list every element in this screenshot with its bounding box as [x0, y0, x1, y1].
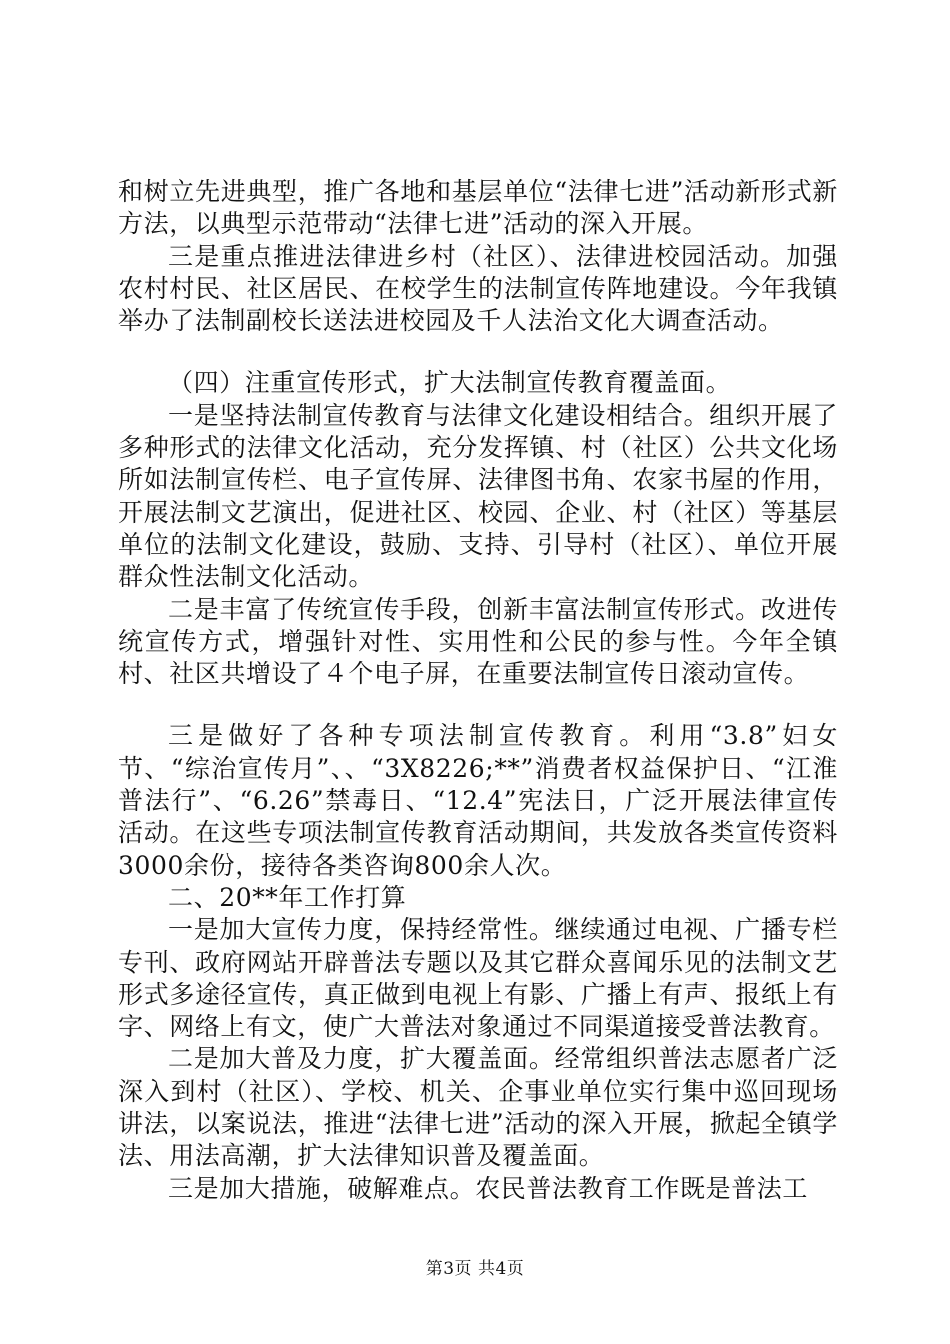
section-heading-work-plan: 二、20**年工作打算 [168, 882, 407, 912]
document-body [118, 176, 838, 1205]
paragraph-legal-culture: 一是坚持法制宣传教育与法律文化建设相结合。组织开展了多种形式的法律文化活动，充分发挥镇、村（社区）公共文化场所如法制宣传栏、电子宣传屏、法律图书角、农家书屋的作用，开展法制文艺演出，促进社区、校园、企业、村（社区）等基层单位的法制文化建设，鼓励、支持、引导村（社区）、单位开展群众性法制文化活动。 [118, 400, 838, 592]
paragraph-special-campaigns: 三是做好了各种专项法制宣传教育。利用“3.8”妇女节、“综治宣传月”、、“3X8226;**”消费者权益保护日、“江淮普法行”、“6.26”禁毒日、“12.4”宪法日，广泛开展法律宣传活动。在这些专项法制宣传教育活动期间，共发放各类宣传资料3000余份，接待各类咨询800余人次。 [118, 721, 838, 880]
paragraph-plan-publicity: 一是加大宣传力度，保持经常性。继续通过电视、广播专栏专刊、政府网站开辟普法专题以及其它群众喜闻乐见的法制文艺形式多途径宣传，真正做到电视上有影、广播上有声、报纸上有字、网络上有文，使广大普法对象通过不同渠道接受普法教育。 [118, 915, 838, 1042]
page-number-footer: 第3页 共4页 [425, 1259, 525, 1279]
paragraph-plan-measures: 三是加大措施，破解难点。农民普法教育工作既是普法工 [168, 1173, 809, 1203]
paragraph-plan-coverage: 二是加大普及力度，扩大覆盖面。经常组织普法志愿者广泛深入到村（社区）、学校、机关、企事业单位实行集中巡回现场讲法，以案说法，推进“法律七进”活动的深入开展，掀起全镇学法、用法高潮，扩大法律知识普及覆盖面。 [118, 1044, 838, 1171]
paragraph-traditional-publicity: 二是丰富了传统宣传手段，创新丰富法制宣传形式。改进传统宣传方式，增强针对性、实用性和公民的参与性。今年全镇村、社区共增设了４个电子屏，在重要法制宣传日滚动宣传。 [118, 594, 838, 689]
paragraph-continuation: 和树立先进典型，推广各地和基层单位“法律七进”活动新形式新方法，以典型示范带动“法律七进”活动的深入开展。 [118, 177, 838, 239]
section-heading-publicity-forms: （四）注重宣传形式，扩大法制宣传教育覆盖面。 [168, 368, 732, 398]
paragraph-law-into-villages: 三是重点推进法律进乡村（社区）、法律进校园活动。加强农村村民、社区居民、在校学生的法制宣传阵地建设。今年我镇举办了法制副校长送法进校园及千人法治文化大调查活动。 [118, 241, 838, 336]
